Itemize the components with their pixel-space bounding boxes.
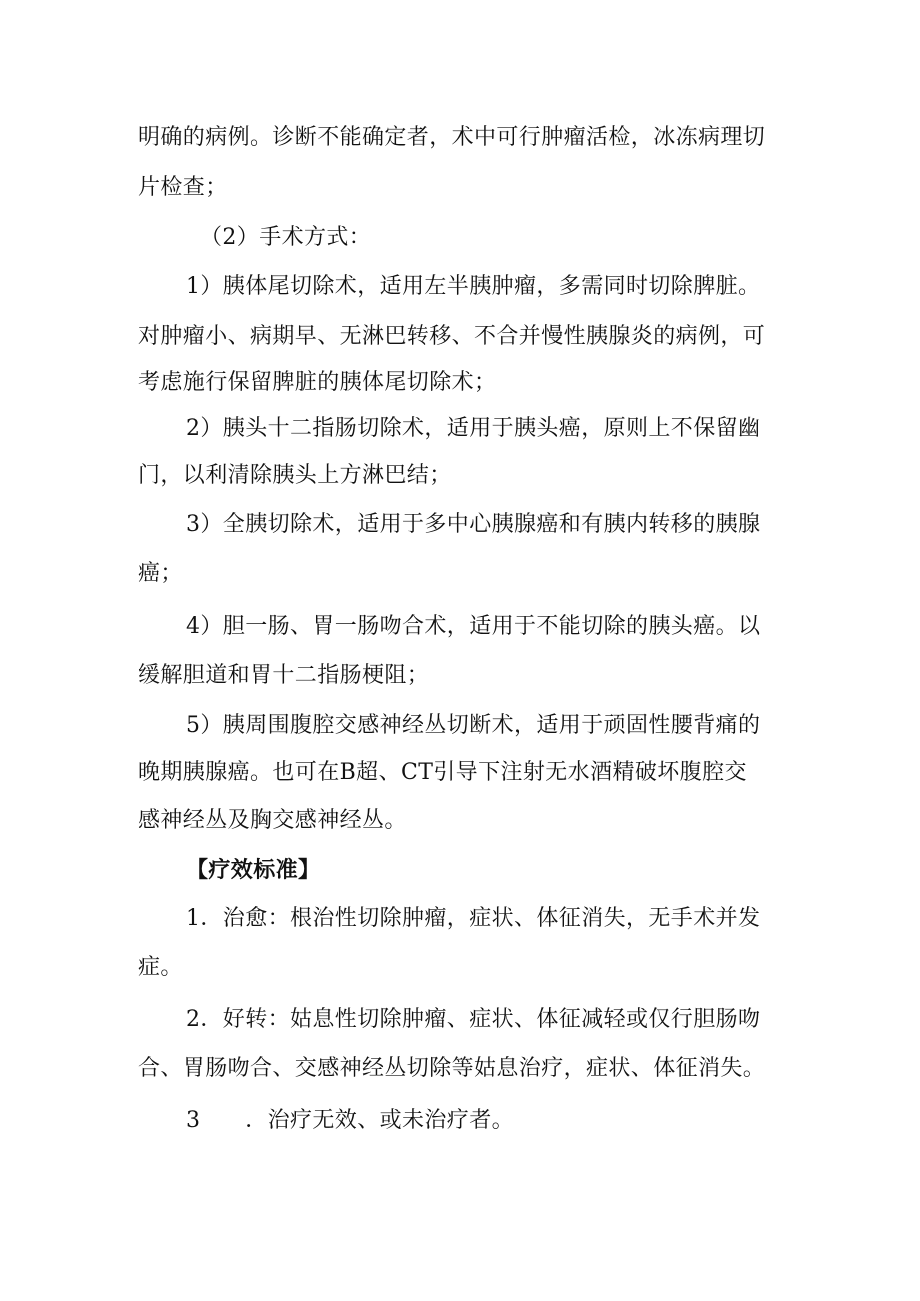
text-line: 4）胆一肠、胃一肠吻合术，适用于不能切除的胰头癌。以 [186,614,761,639]
text-line: 2）胰头十二指肠切除术，适用于胰头癌，原则上不保留幽 [186,416,761,441]
text-line: 癌； [138,561,183,586]
text-line: （2）手术方式： [200,225,372,250]
section-heading: 【疗效标准】 [186,857,321,883]
text-line: 缓解胆道和胃十二指肠梗阻； [138,663,430,688]
text-line: 门，以利清除胰头上方淋巴结； [138,463,452,488]
text-line: 考虑施行保留脾脏的胰体尾切除术； [138,370,497,395]
text-line: 晚期胰腺癌。也可在B超、CT引导下注射无水酒精破坏腹腔交 [138,760,747,785]
text-line: 1．治愈：根治性切除肿瘤，症状、体征消失，无手术并发 [186,906,761,931]
text-line: 2．好转：姑息性切除肿瘤、症状、体征减轻或仅行胆肠吻 [186,1007,761,1032]
text-line: 片检查； [138,175,228,200]
text-line: 1）胰体尾切除术，适用左半胰肿瘤，多需同时切除脾脏。 [186,274,761,299]
text-line: 3）全胰切除术，适用于多中心胰腺癌和有胰内转移的胰腺 [186,512,761,537]
text-line: 对肿瘤小、病期早、无淋巴转移、不合并慢性胰腺炎的病例，可 [138,324,766,349]
text-line: 合、胃肠吻合、交感神经丛切除等姑息治疗，症状、体征消失。 [138,1056,766,1081]
text-line: 5）胰周围腹腔交感神经丛切断术，适用于顽固性腰背痛的 [186,713,761,738]
text-line: 症。 [138,955,183,980]
text-line: 感神经丛及胸交感神经丛。 [138,808,407,833]
text-line: 明确的病例。诊断不能确定者，术中可行肿瘤活检，冰冻病理切 [138,125,766,150]
text-line: 3 ．治疗无效、或未治疗者。 [186,1108,514,1133]
